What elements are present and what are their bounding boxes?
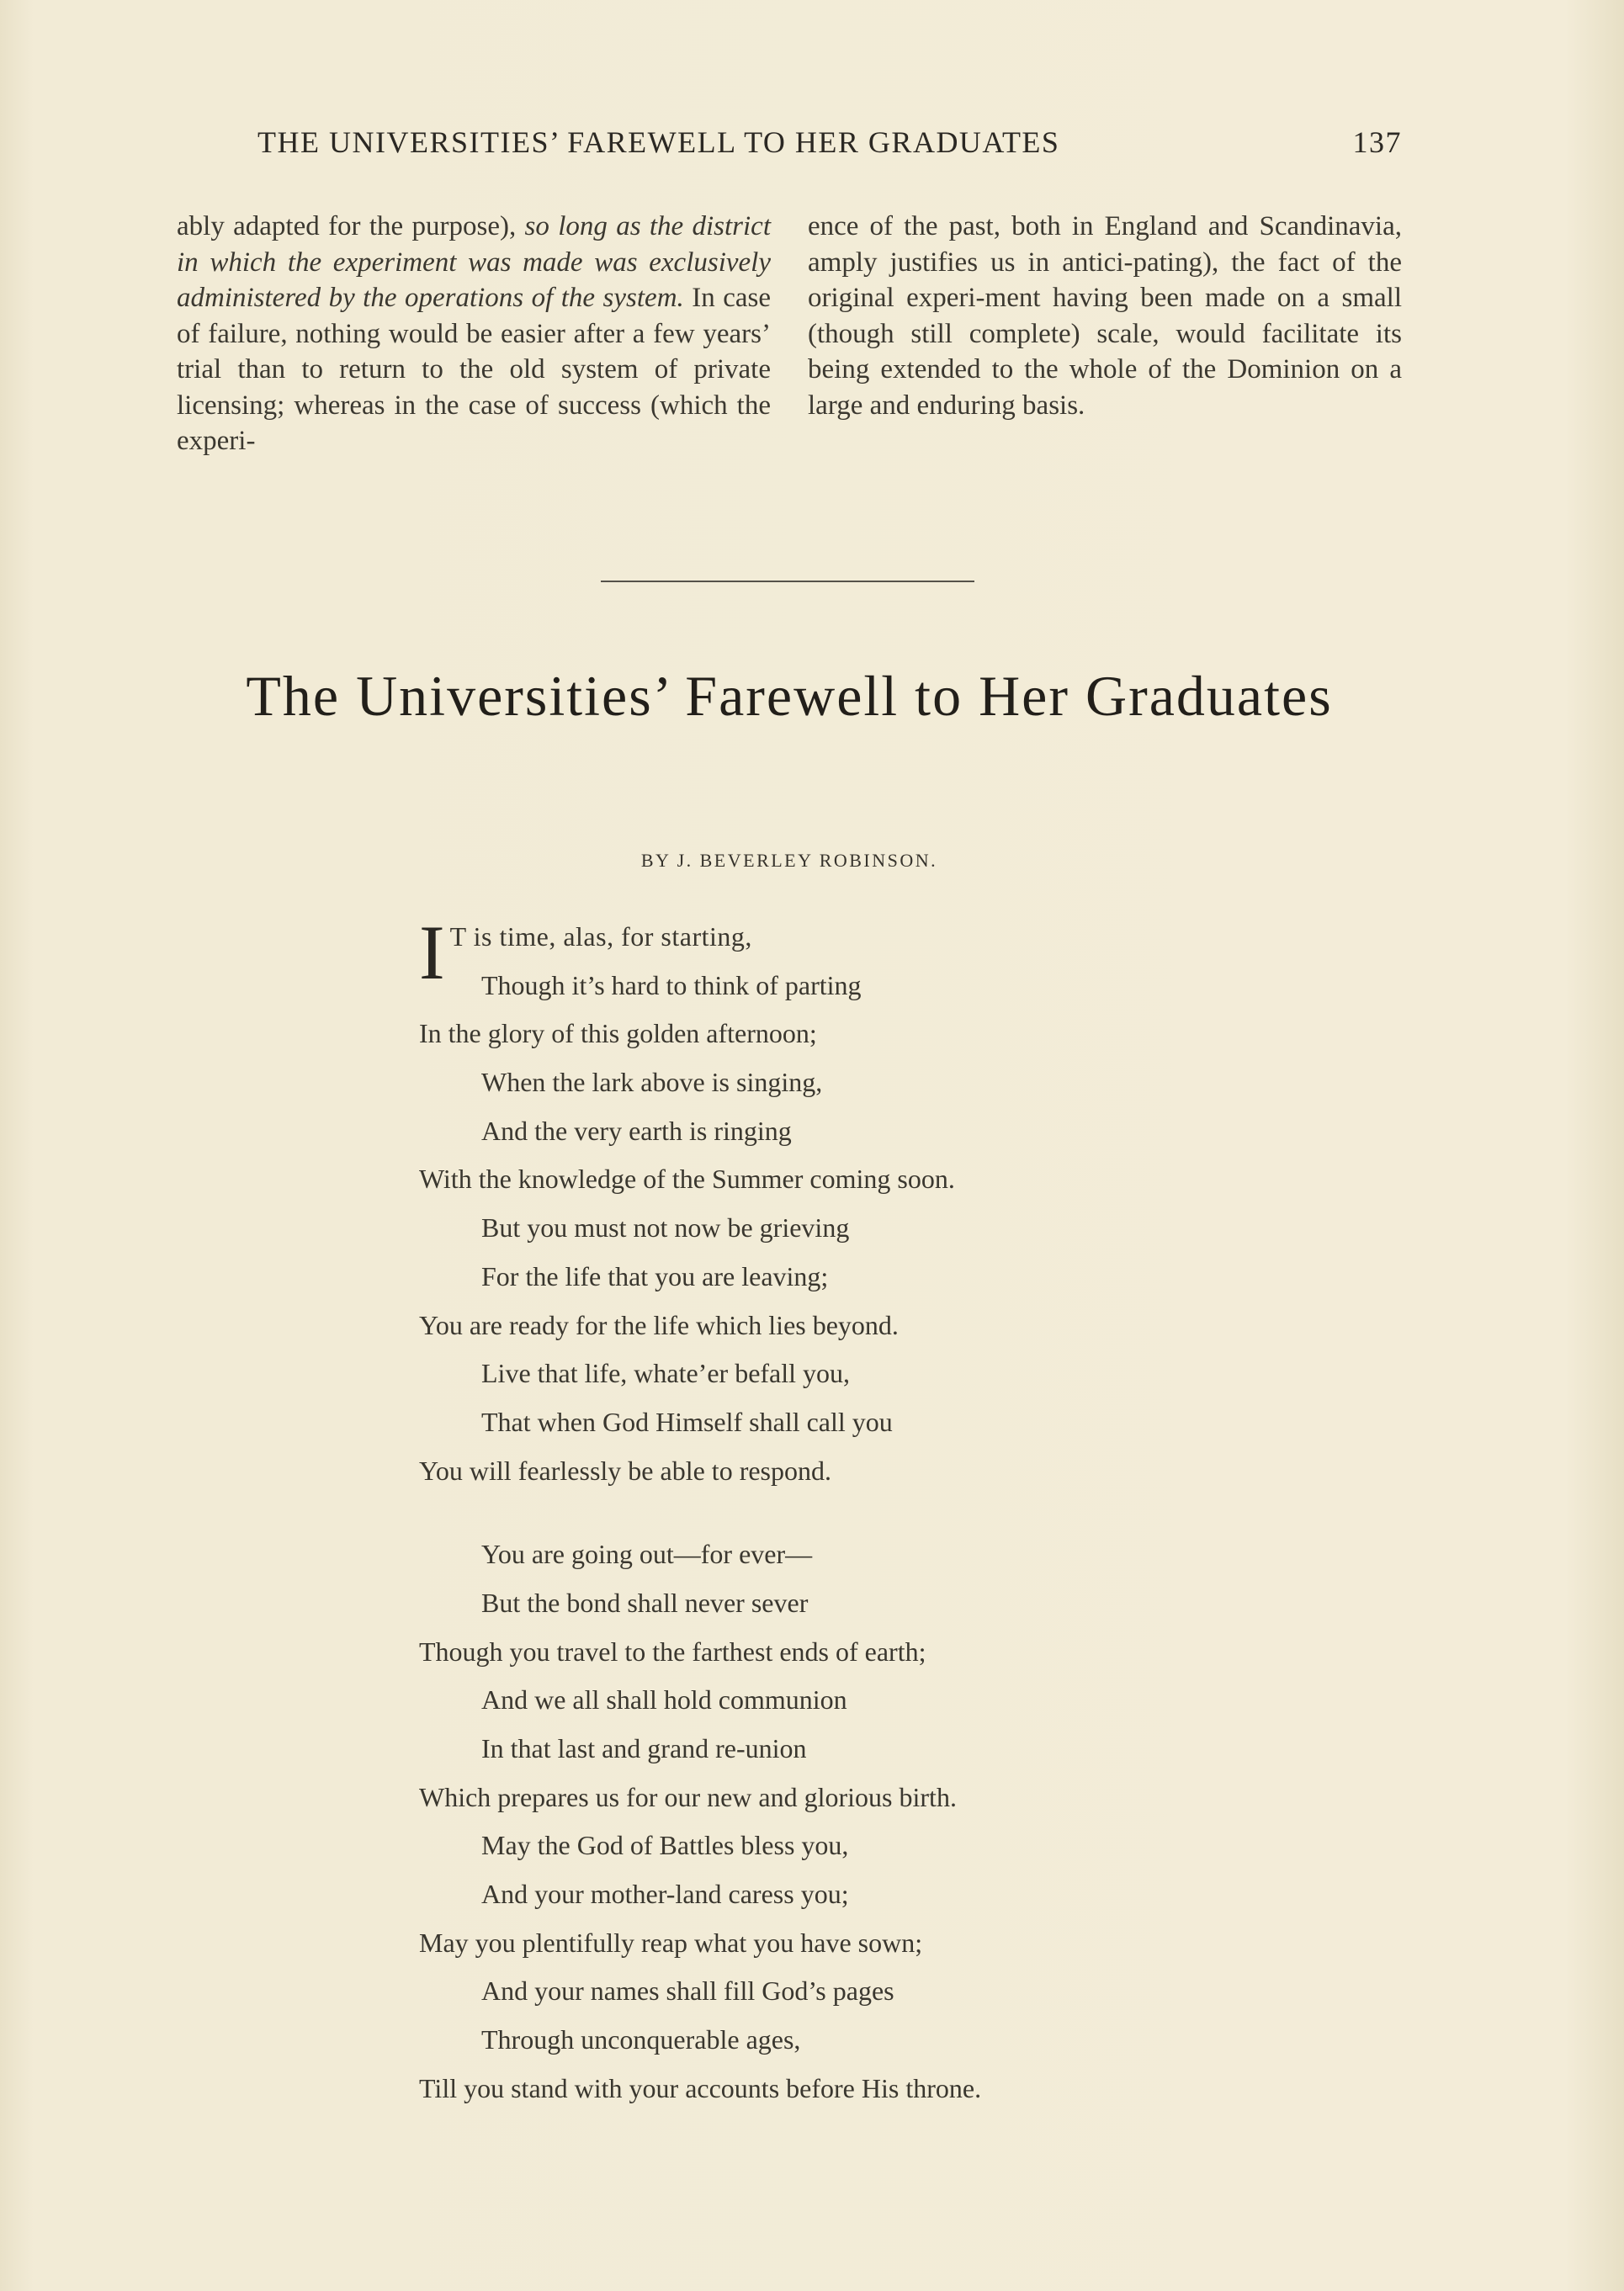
poem-line: When the lark above is singing, (481, 1067, 823, 1098)
poem-line: And your mother-land caress you; (481, 1879, 849, 1910)
left-text-italic: so long as the district in which the experiment was made was exclusively administered by the operations of the system. (177, 211, 771, 313)
poem-line: May you plentifully reap what you have sown; (419, 1927, 923, 1958)
poem-line-text: T is time, alas, for starting, (449, 921, 752, 952)
poem-line: In that last and grand re-union (481, 1733, 807, 1763)
stanza-2 (419, 1530, 1345, 2113)
poem-line: But you must not now be grieving (481, 1212, 850, 1244)
stanza-1 (419, 910, 1345, 1495)
section-divider (601, 581, 974, 582)
poem-line: May the God of Battles bless you, (481, 1830, 849, 1861)
poem (419, 910, 1345, 2113)
poem-line: Though you travel to the farthest ends of earth; (419, 1636, 926, 1667)
left-text-start: ably adapted for the purpose), (177, 211, 525, 241)
poem-line: You are ready for the life which lies beyond. (419, 1309, 899, 1340)
poem-line: Live that life, whate’er befall you, (481, 1358, 851, 1389)
poem-line: You are going out—for ever— (481, 1539, 813, 1570)
poem-line: Through unconquerable ages, (481, 2024, 801, 2055)
poem-line: In the glory of this golden afternoon; (419, 1018, 817, 1049)
continued-article (177, 209, 1402, 459)
poem-line: Which prepares us for our new and glorious birth. (419, 1781, 957, 1812)
poem-line: You will fearlessly be able to respond. (419, 1455, 831, 1486)
drop-cap: I (419, 910, 445, 995)
right-column-text: ence of the past, both in England and Scandinavia, amply justifies us in antici-pating), the fact of the original experi-ment having been made on a small (though still complete) scale, would facilitate its being extended to the whole of the Dominion on a large and enduring basis. (808, 211, 1402, 421)
poem-line: And the very earth is ringing (481, 1115, 792, 1146)
page-number: 137 (1352, 125, 1402, 159)
right-column (808, 209, 1402, 459)
running-header (257, 125, 1402, 160)
poem-line: That when God Himself shall call you (481, 1406, 893, 1437)
left-column-text (177, 209, 771, 459)
poem-line: But the bond shall never sever (481, 1587, 809, 1618)
poem-line: With the knowledge of the Summer coming soon. (419, 1164, 955, 1195)
byline: BY J. BEVERLEY ROBINSON. (640, 850, 938, 871)
left-text-end: In case of failure, nothing would be easier after a few years’ trial than to return to the old system of private licensing; whereas in the case of success (which the experi- (177, 283, 771, 456)
poem-line: For the life that you are leaving; (481, 1260, 829, 1291)
poem-line: And your names shall fill God’s pages (481, 1975, 894, 2007)
poem-line: And we all shall hold communion (481, 1684, 847, 1716)
left-column (177, 209, 771, 459)
running-title: THE UNIVERSITIES’ FAREWELL TO HER GRADUATES (257, 125, 1060, 159)
poem-line: Though it’s hard to think of parting (481, 969, 862, 1000)
article-title: The Universities’ Farewell to Her Graduates (246, 664, 1333, 728)
poem-line: Till you stand with your accounts before His throne. (419, 2072, 982, 2103)
